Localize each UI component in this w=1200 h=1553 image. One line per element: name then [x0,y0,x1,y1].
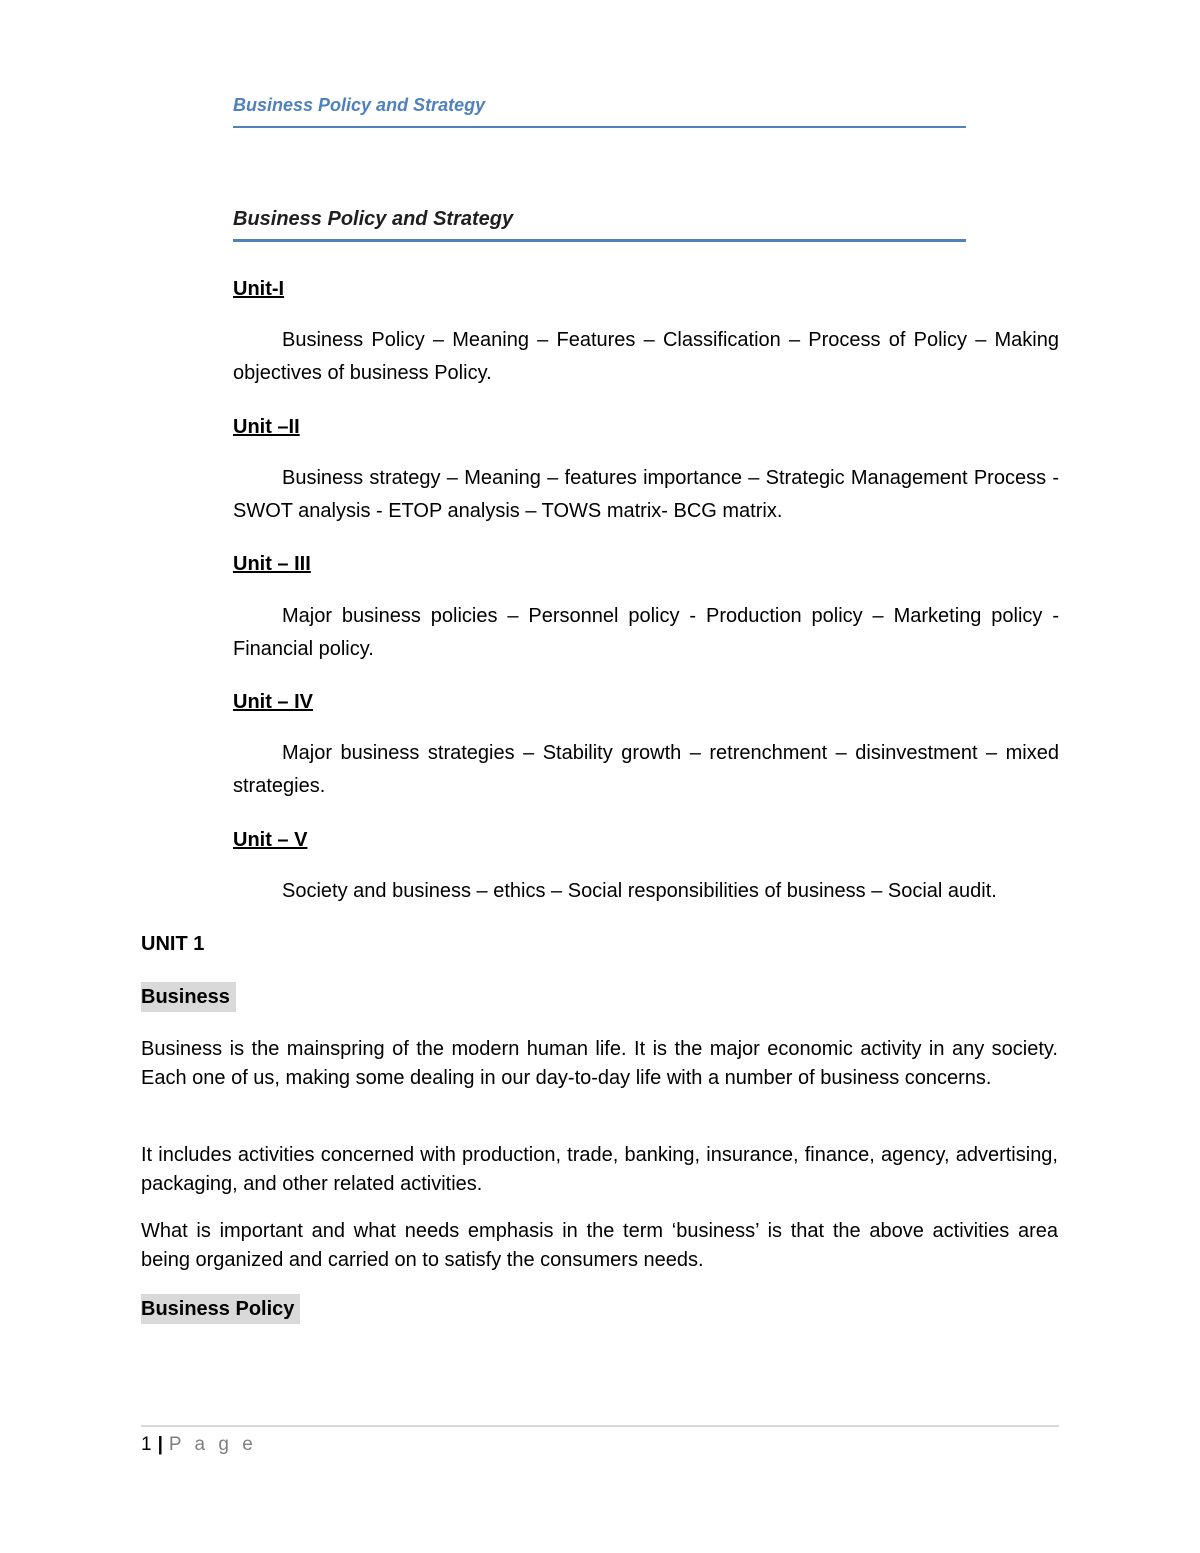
unit-body-1: Business Policy – Meaning – Features – Classification – Process of Policy – Making objectives of business Policy. [233,329,1059,384]
business-heading: Business [141,982,236,1012]
unit-1-heading: UNIT 1 [141,933,205,955]
running-header-title: Business Policy and Strategy [233,95,486,115]
business-policy-heading: Business Policy [141,1294,300,1324]
page-number: 1 [141,1434,152,1455]
unit-heading-1: Unit-I [233,278,285,300]
syllabus-title-block [233,205,966,242]
page-label: P a g e [168,1434,257,1455]
business-paragraph-1: Business is the mainspring of the modern human life. It is the major economic activity in any society. Each one of us, making some dealing in our day-to-day life with a number of business concerns. [141,1038,1058,1089]
unit-body-2: Business strategy – Meaning – features importance – Strategic Management Process -SWOT analysis - ETOP analysis – TOWS matrix- BCG matrix. [233,467,1059,522]
footer-separator: | [157,1434,163,1455]
running-header [233,92,966,128]
footer-rule [141,1425,1059,1427]
business-paragraph-2: It includes activities concerned with production, trade, banking, insurance, finance, agency, advertising, packaging, and other related activities. [141,1144,1058,1195]
unit-heading-5: Unit – V [233,829,308,851]
unit-heading-4: Unit – IV [233,691,314,713]
business-paragraph-3: What is important and what needs emphasis in the term ‘business’ is that the above activities area being organized and carried on to satisfy the consumers needs. [141,1220,1058,1271]
unit-heading-2: Unit –II [233,416,300,438]
unit-body-3: Major business policies – Personnel policy - Production policy – Marketing policy - Financial policy. [233,605,1059,660]
syllabus-title: Business Policy and Strategy [233,208,514,230]
unit-body-4: Major business strategies – Stability growth – retrenchment – disinvestment – mixed strategies. [233,742,1059,797]
unit-heading-3: Unit – III [233,553,311,575]
page-footer [141,1432,257,1458]
unit-body-5: Society and business – ethics – Social responsibilities of business – Social audit. [282,880,997,902]
